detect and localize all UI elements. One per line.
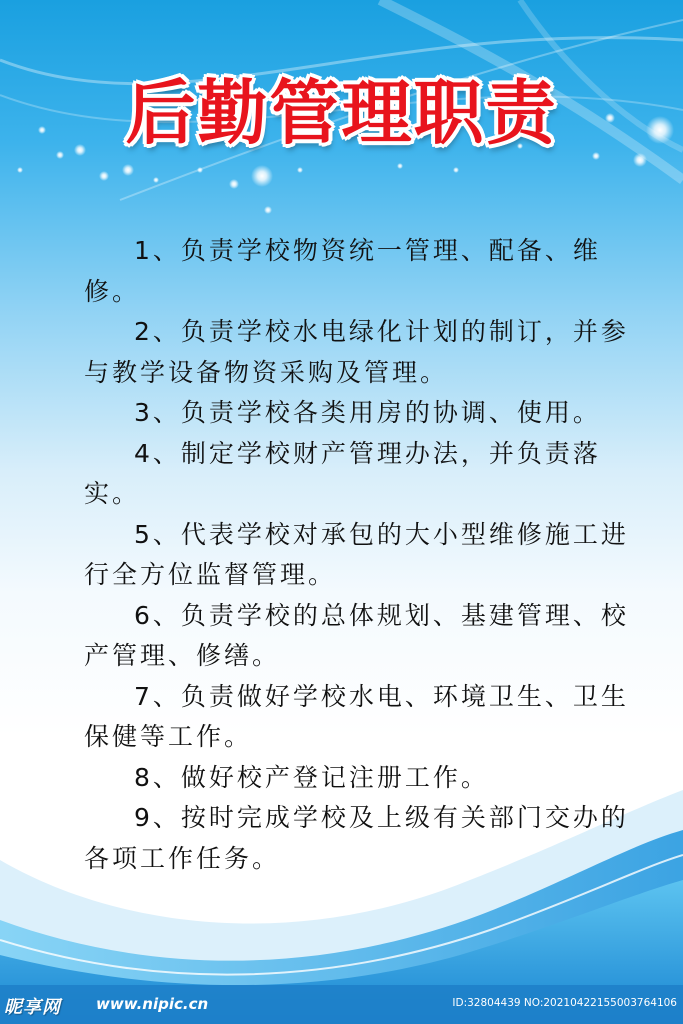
watermark-url: www.nipic.cn bbox=[96, 995, 209, 1013]
duty-item-8: 8、做好校产登记注册工作。 bbox=[134, 762, 489, 792]
duty-item-7: 7、负责做好学校水电、环境卫生、卫生保健等工作。 bbox=[84, 681, 629, 751]
page-title: 后勤管理职责 bbox=[125, 72, 558, 154]
duty-item-1: 1、负责学校物资统一管理、配备、维修。 bbox=[84, 236, 601, 306]
duty-item-5: 5、代表学校对承包的大小型维修施工进行全方位监督管理。 bbox=[84, 519, 629, 589]
duty-item-3: 3、负责学校各类用房的协调、使用。 bbox=[134, 398, 601, 427]
duty-list bbox=[84, 231, 644, 879]
duty-item-2: 2、负责学校水电绿化计划的制订，并参与教学设备物资采购及管理。 bbox=[84, 317, 629, 387]
duty-item-9: 9、按时完成学校及上级有关部门交办的各项工作任务。 bbox=[84, 803, 629, 873]
duty-item-6: 6、负责学校的总体规划、基建管理、校产管理、修缮。 bbox=[84, 600, 629, 670]
watermark-id: ID:32804439 NO:20210422155003764106 bbox=[452, 997, 677, 1009]
watermark-logo: 昵享网 bbox=[4, 997, 61, 1018]
duty-item-4: 4、制定学校财产管理办法，并负责落实。 bbox=[84, 438, 601, 508]
